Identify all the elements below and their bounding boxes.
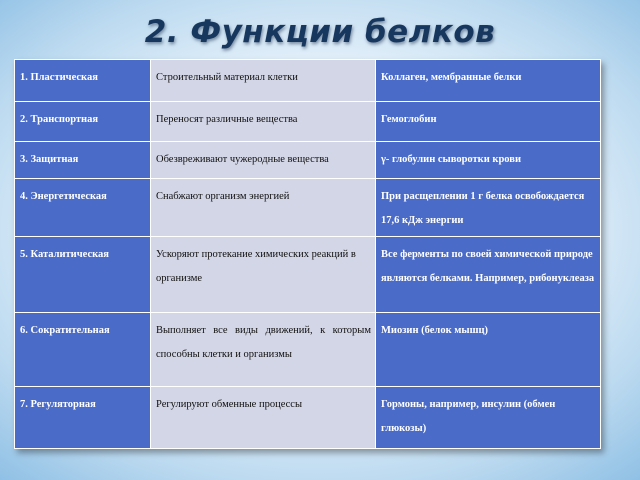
example-cell: Гемоглобин	[376, 102, 601, 142]
example-cell: γ- глобулин сыворотки крови	[376, 142, 601, 179]
table-row	[15, 102, 601, 142]
example-cell: Коллаген, мембранные белки	[376, 60, 601, 102]
description-cell: Снабжают организм энергией	[151, 179, 376, 237]
table-row	[15, 179, 601, 237]
function-cell: 6. Сократительная	[15, 313, 151, 387]
example-cell: При расщеплении 1 г белка освобождается 17,6 кДж энергии	[376, 179, 601, 237]
description-cell: Ускоряют протекание химических реакций в организме	[151, 237, 376, 313]
table-row	[15, 237, 601, 313]
description-cell: Переносят различные вещества	[151, 102, 376, 142]
table-row	[15, 313, 601, 387]
example-cell: Все ферменты по своей химической природе являются белками. Например, рибонуклеаза	[376, 237, 601, 313]
function-cell: 5. Каталитическая	[15, 237, 151, 313]
description-cell: Обезвреживают чужеродные вещества	[151, 142, 376, 179]
table-row	[15, 387, 601, 449]
function-cell: 1. Пластическая	[15, 60, 151, 102]
protein-functions-table	[14, 59, 601, 449]
description-cell: Строительный материал клетки	[151, 60, 376, 102]
table-row	[15, 142, 601, 179]
function-cell: 3. Защитная	[15, 142, 151, 179]
function-cell: 4. Энергетическая	[15, 179, 151, 237]
function-cell: 2. Транспортная	[15, 102, 151, 142]
example-cell: Гормоны, например, инсулин (обмен глюкозы)	[376, 387, 601, 449]
function-cell: 7. Регуляторная	[15, 387, 151, 449]
slide-title: 2. Функции белков	[144, 14, 496, 50]
table-row	[15, 60, 601, 102]
example-cell: Миозин (белок мышц)	[376, 313, 601, 387]
description-cell: Регулируют обменные процессы	[151, 387, 376, 449]
description-cell: Выполняет все виды движений, к которым способны клетки и организмы	[151, 313, 376, 387]
